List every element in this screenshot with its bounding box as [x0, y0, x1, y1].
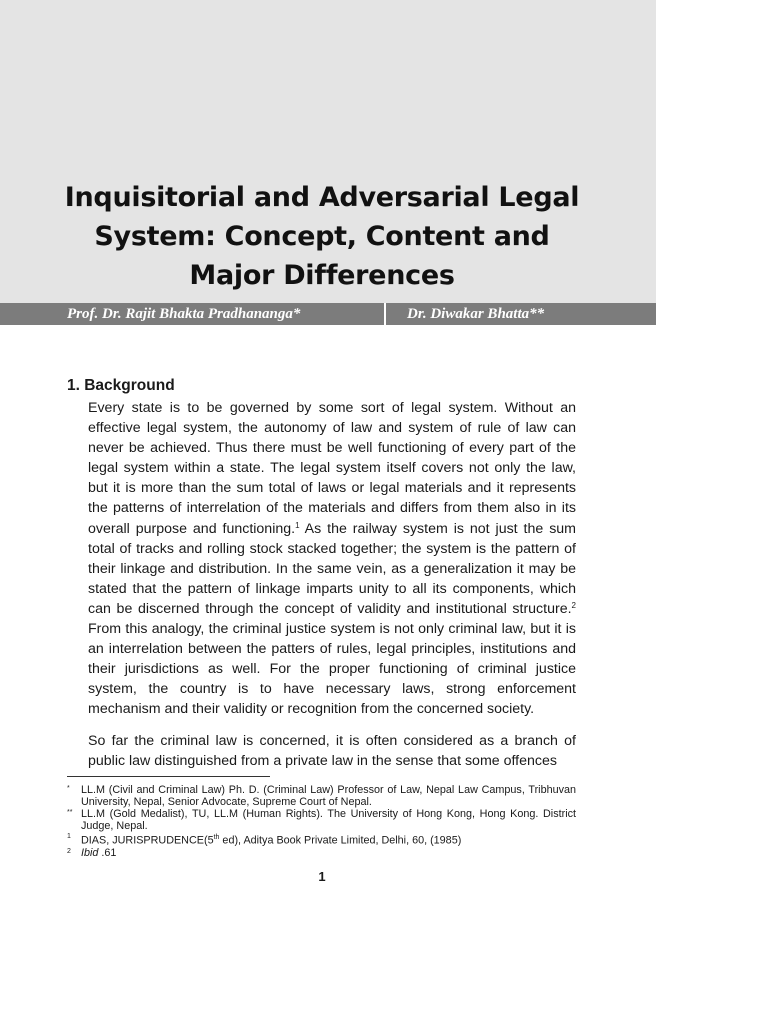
author-bar: [0, 303, 656, 325]
footnote-text-b: .61: [98, 846, 117, 859]
title-line-2: System: Concept, Content and: [94, 221, 550, 252]
footnote-text: [81, 847, 576, 859]
paragraph-1: [88, 398, 576, 720]
paragraph-1-text-b: As the railway system is not just the sum total of tracks and rolling stock stacked together; the system is the pattern of their linkage and distribution. In the same vein, as a generalization it may be stated that the pattern of linkage imparts unity to all its components, which can be discerned through the concept of validity and institutional structure.: [88, 520, 576, 617]
footnote-ref-2[interactable]: 2: [571, 600, 576, 610]
footnote-text-b: ed), Aditya Book Private Limited, Delhi, 60, (1985): [219, 834, 462, 847]
author-cell-1: [0, 303, 386, 325]
footnote-mark: 2: [67, 847, 71, 855]
footnote-text: [81, 832, 576, 847]
page-number: 1: [318, 869, 326, 884]
author-cell-2: [386, 303, 544, 325]
footnote-mark: 1: [67, 833, 71, 840]
footnote-text: LL.M (Gold Medalist), TU, LL.M (Human Rights). The University of Hong Kong, Hong Kong. District Judge, Nepal.: [81, 808, 576, 832]
footnote-mark: **: [67, 809, 73, 816]
paragraph-1-text-c: From this analogy, the criminal justice system is not only criminal law, but it is an interrelation between the patters of rules, legal principles, institutions and their jurisdictions as well. For the proper functioning of criminal justice system, the country is to have necessary laws, strong enforcement mechanism and their validity or recognition from the concerned society.: [88, 621, 576, 718]
body-text: [88, 398, 576, 771]
footnote-text-a: DIAS, JURISPRUDENCE(5: [81, 834, 214, 847]
author-name-2: Dr. Diwakar Bhatta**: [407, 306, 545, 322]
footnote-author-1: [67, 784, 576, 808]
footnote-2: [67, 847, 576, 859]
footnote-1: [67, 832, 576, 847]
title-line-3: Major Differences: [189, 260, 455, 291]
footnote-superscript: th: [213, 834, 220, 841]
paragraph-2: So far the criminal law is concerned, it is often considered as a branch of public law distinguished from a private law in the sense that some offences: [88, 732, 576, 769]
footnote-ref-1[interactable]: 1: [295, 520, 300, 530]
footnote-text: LL.M (Civil and Criminal Law) Ph. D. (Criminal Law) Professor of Law, Nepal Law Campus, Tribhuvan University, Nepal, Senior Advocate, Supreme Court of Nepal.: [81, 784, 576, 808]
author-name-1: Prof. Dr. Rajit Bhakta Pradhananga*: [67, 306, 301, 322]
title-line-1: Inquisitorial and Adversarial Legal: [64, 182, 580, 213]
paragraph-1-text-a: Every state is to be governed by some sort of legal system. Without an effective legal system, the autonomy of law and system of rule of law can never be achieved. Thus there must be well functioning of every part of the legal system within a state. The legal system itself covers not only the law, but it is more than the sum total of laws or legal materials and it represents the patterns of interrelation of the materials and differs from them also in its overall purpose and functioning.: [88, 400, 576, 537]
footnote-mark: *: [67, 785, 70, 792]
footnote-author-2: [67, 808, 576, 832]
article-title: [0, 178, 644, 295]
footnotes: [67, 784, 576, 859]
footnote-ibid: Ibid: [81, 846, 99, 859]
footnote-divider: [67, 776, 270, 777]
section-heading: 1. Background: [67, 377, 175, 394]
